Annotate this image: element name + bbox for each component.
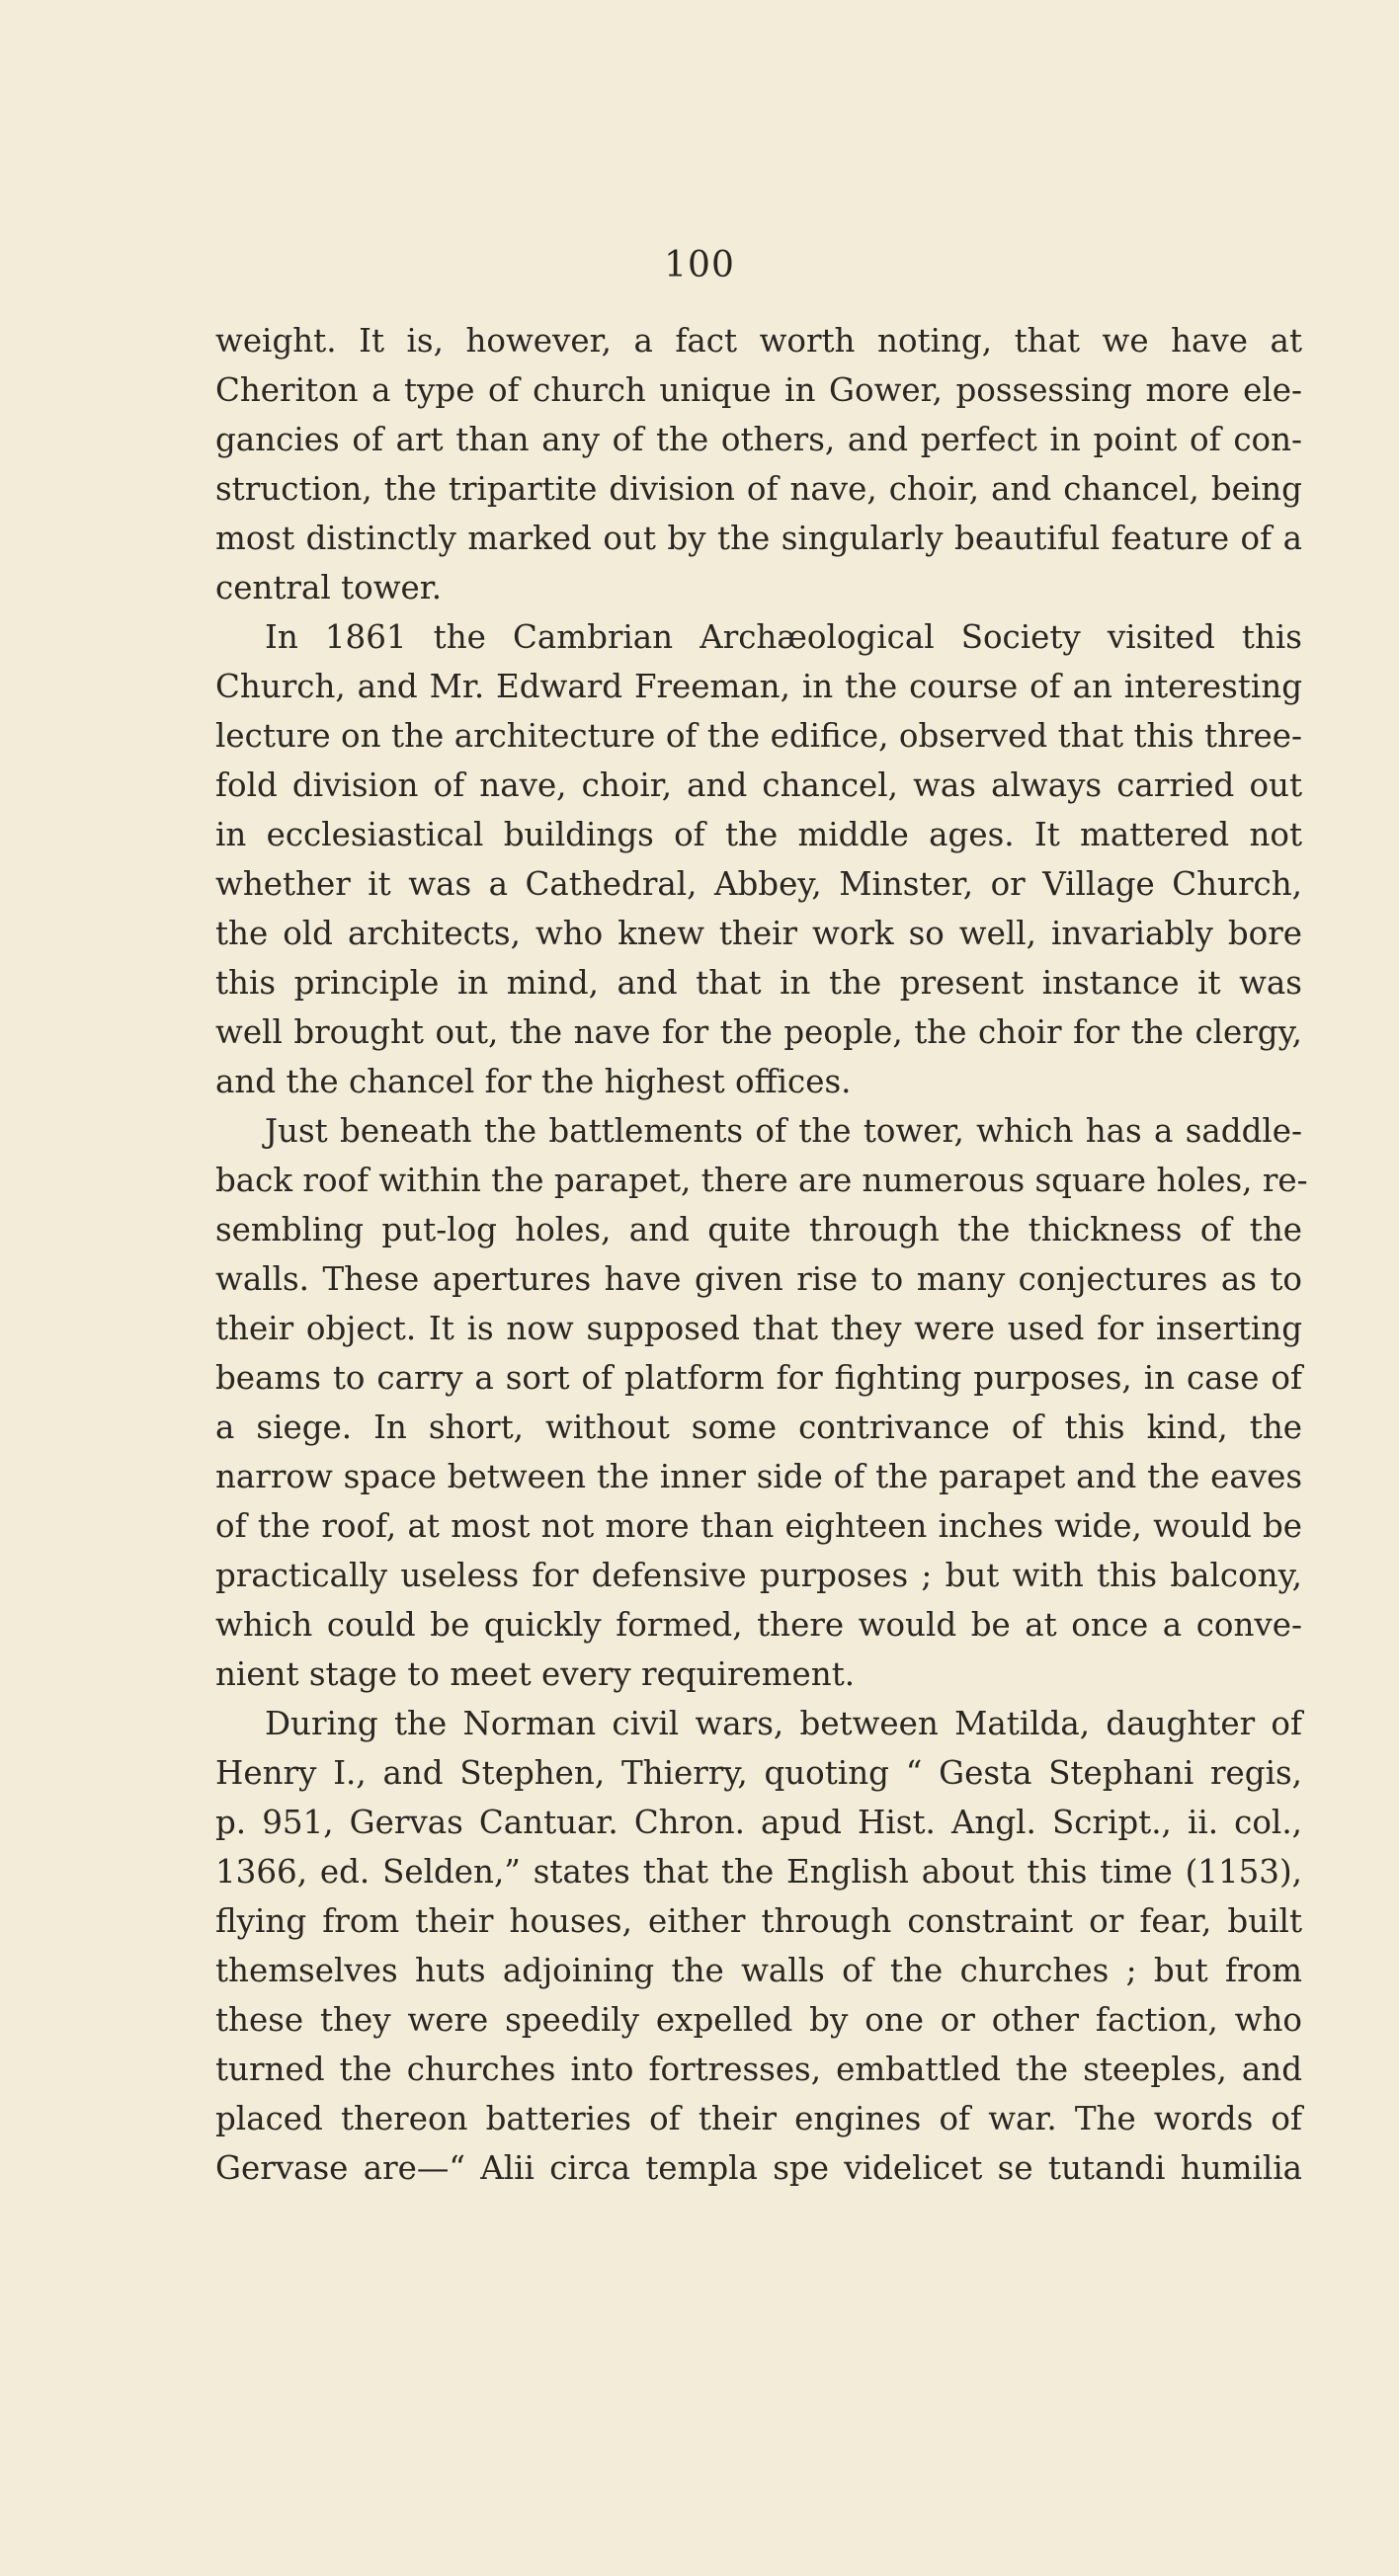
text-line: placed thereon batteries of their engines of war. The words of xyxy=(215,2100,1302,2137)
text-line: Henry I., and Stephen, Thierry, quoting “ Gesta Stephani regis, xyxy=(215,1754,1302,1792)
text-line: flying from their houses, either through constraint or fear, built xyxy=(215,1902,1302,1940)
text-line: gancies of art than any of the others, and perfect in point of con- xyxy=(215,421,1302,458)
text-line: fold division of nave, choir, and chancel, was always carried out xyxy=(215,766,1302,804)
body-text xyxy=(215,316,1308,2193)
text-line: most distinctly marked out by the singularly beautiful feature of a xyxy=(215,520,1302,557)
text-line: p. 951, Gervas Cantuar. Chron. apud Hist. Angl. Script., ii. col., xyxy=(215,1804,1302,1841)
text-line: nient stage to meet every requirement. xyxy=(215,1655,856,1693)
text-line: beams to carry a sort of platform for fighting purposes, in case of xyxy=(215,1359,1302,1397)
text-line: 1366, ed. Selden,” states that the English about this time (1153), xyxy=(215,1853,1302,1891)
text-line: Cheriton a type of church unique in Gower, possessing more ele- xyxy=(215,371,1302,409)
text-line: lecture on the architecture of the edifice, observed that this three- xyxy=(215,717,1302,755)
text-line: the old architects, who knew their work so well, invariably bore xyxy=(215,915,1302,952)
text-line: which could be quickly formed, there would be at once a conve- xyxy=(215,1606,1302,1644)
paragraph-4 xyxy=(215,1699,1302,2193)
text-line: of the roof, at most not more than eighteen inches wide, would be xyxy=(215,1507,1302,1545)
text-line: During the Norman civil wars, between Matilda, daughter of xyxy=(265,1705,1302,1742)
text-line: Church, and Mr. Edward Freeman, in the course of an interesting xyxy=(215,668,1302,705)
text-line: sembling put-log holes, and quite through the thickness of the xyxy=(215,1211,1302,1248)
paragraph-3 xyxy=(215,1106,1308,1699)
page-number: 100 xyxy=(664,245,735,285)
text-line: Gervase are—“ Alii circa templa spe videlicet se tutandi humilia xyxy=(215,2149,1302,2187)
text-line: central tower. xyxy=(215,569,443,606)
text-line: a siege. In short, without some contrivance of this kind, the xyxy=(215,1409,1302,1446)
text-line: weight. It is, however, a fact worth noting, that we have at xyxy=(215,322,1302,360)
text-line: well brought out, the nave for the people, the choir for the clergy, xyxy=(215,1013,1302,1051)
text-line: and the chancel for the highest offices. xyxy=(215,1063,852,1100)
text-line: practically useless for defensive purposes ; but with this balcony, xyxy=(215,1557,1302,1594)
text-line: turned the churches into fortresses, embattled the steeples, and xyxy=(215,2051,1302,2088)
text-line: struction, the tripartite division of nave, choir, and chancel, being xyxy=(215,470,1302,508)
paragraph-2 xyxy=(215,612,1302,1106)
text-line: back roof within the parapet, there are numerous square holes, re- xyxy=(215,1162,1308,1199)
text-line: In 1861 the Cambrian Archæological Society visited this xyxy=(265,618,1302,656)
paragraph-1 xyxy=(215,316,1302,612)
text-line: Just beneath the battlements of the tower, which has a saddle- xyxy=(265,1112,1302,1150)
text-line: in ecclesiastical buildings of the middle ages. It mattered not xyxy=(215,816,1302,853)
text-line: whether it was a Cathedral, Abbey, Minster, or Village Church, xyxy=(215,865,1302,903)
text-line: their object. It is now supposed that they were used for inserting xyxy=(215,1310,1302,1347)
text-line: this principle in mind, and that in the present instance it was xyxy=(215,964,1302,1002)
text-line: themselves huts adjoining the walls of the churches ; but from xyxy=(215,1952,1302,1989)
text-line: narrow space between the inner side of the parapet and the eaves xyxy=(215,1458,1302,1495)
text-line: walls. These apertures have given rise to many conjectures as to xyxy=(215,1260,1302,1298)
text-line: these they were speedily expelled by one or other faction, who xyxy=(215,2001,1302,2039)
